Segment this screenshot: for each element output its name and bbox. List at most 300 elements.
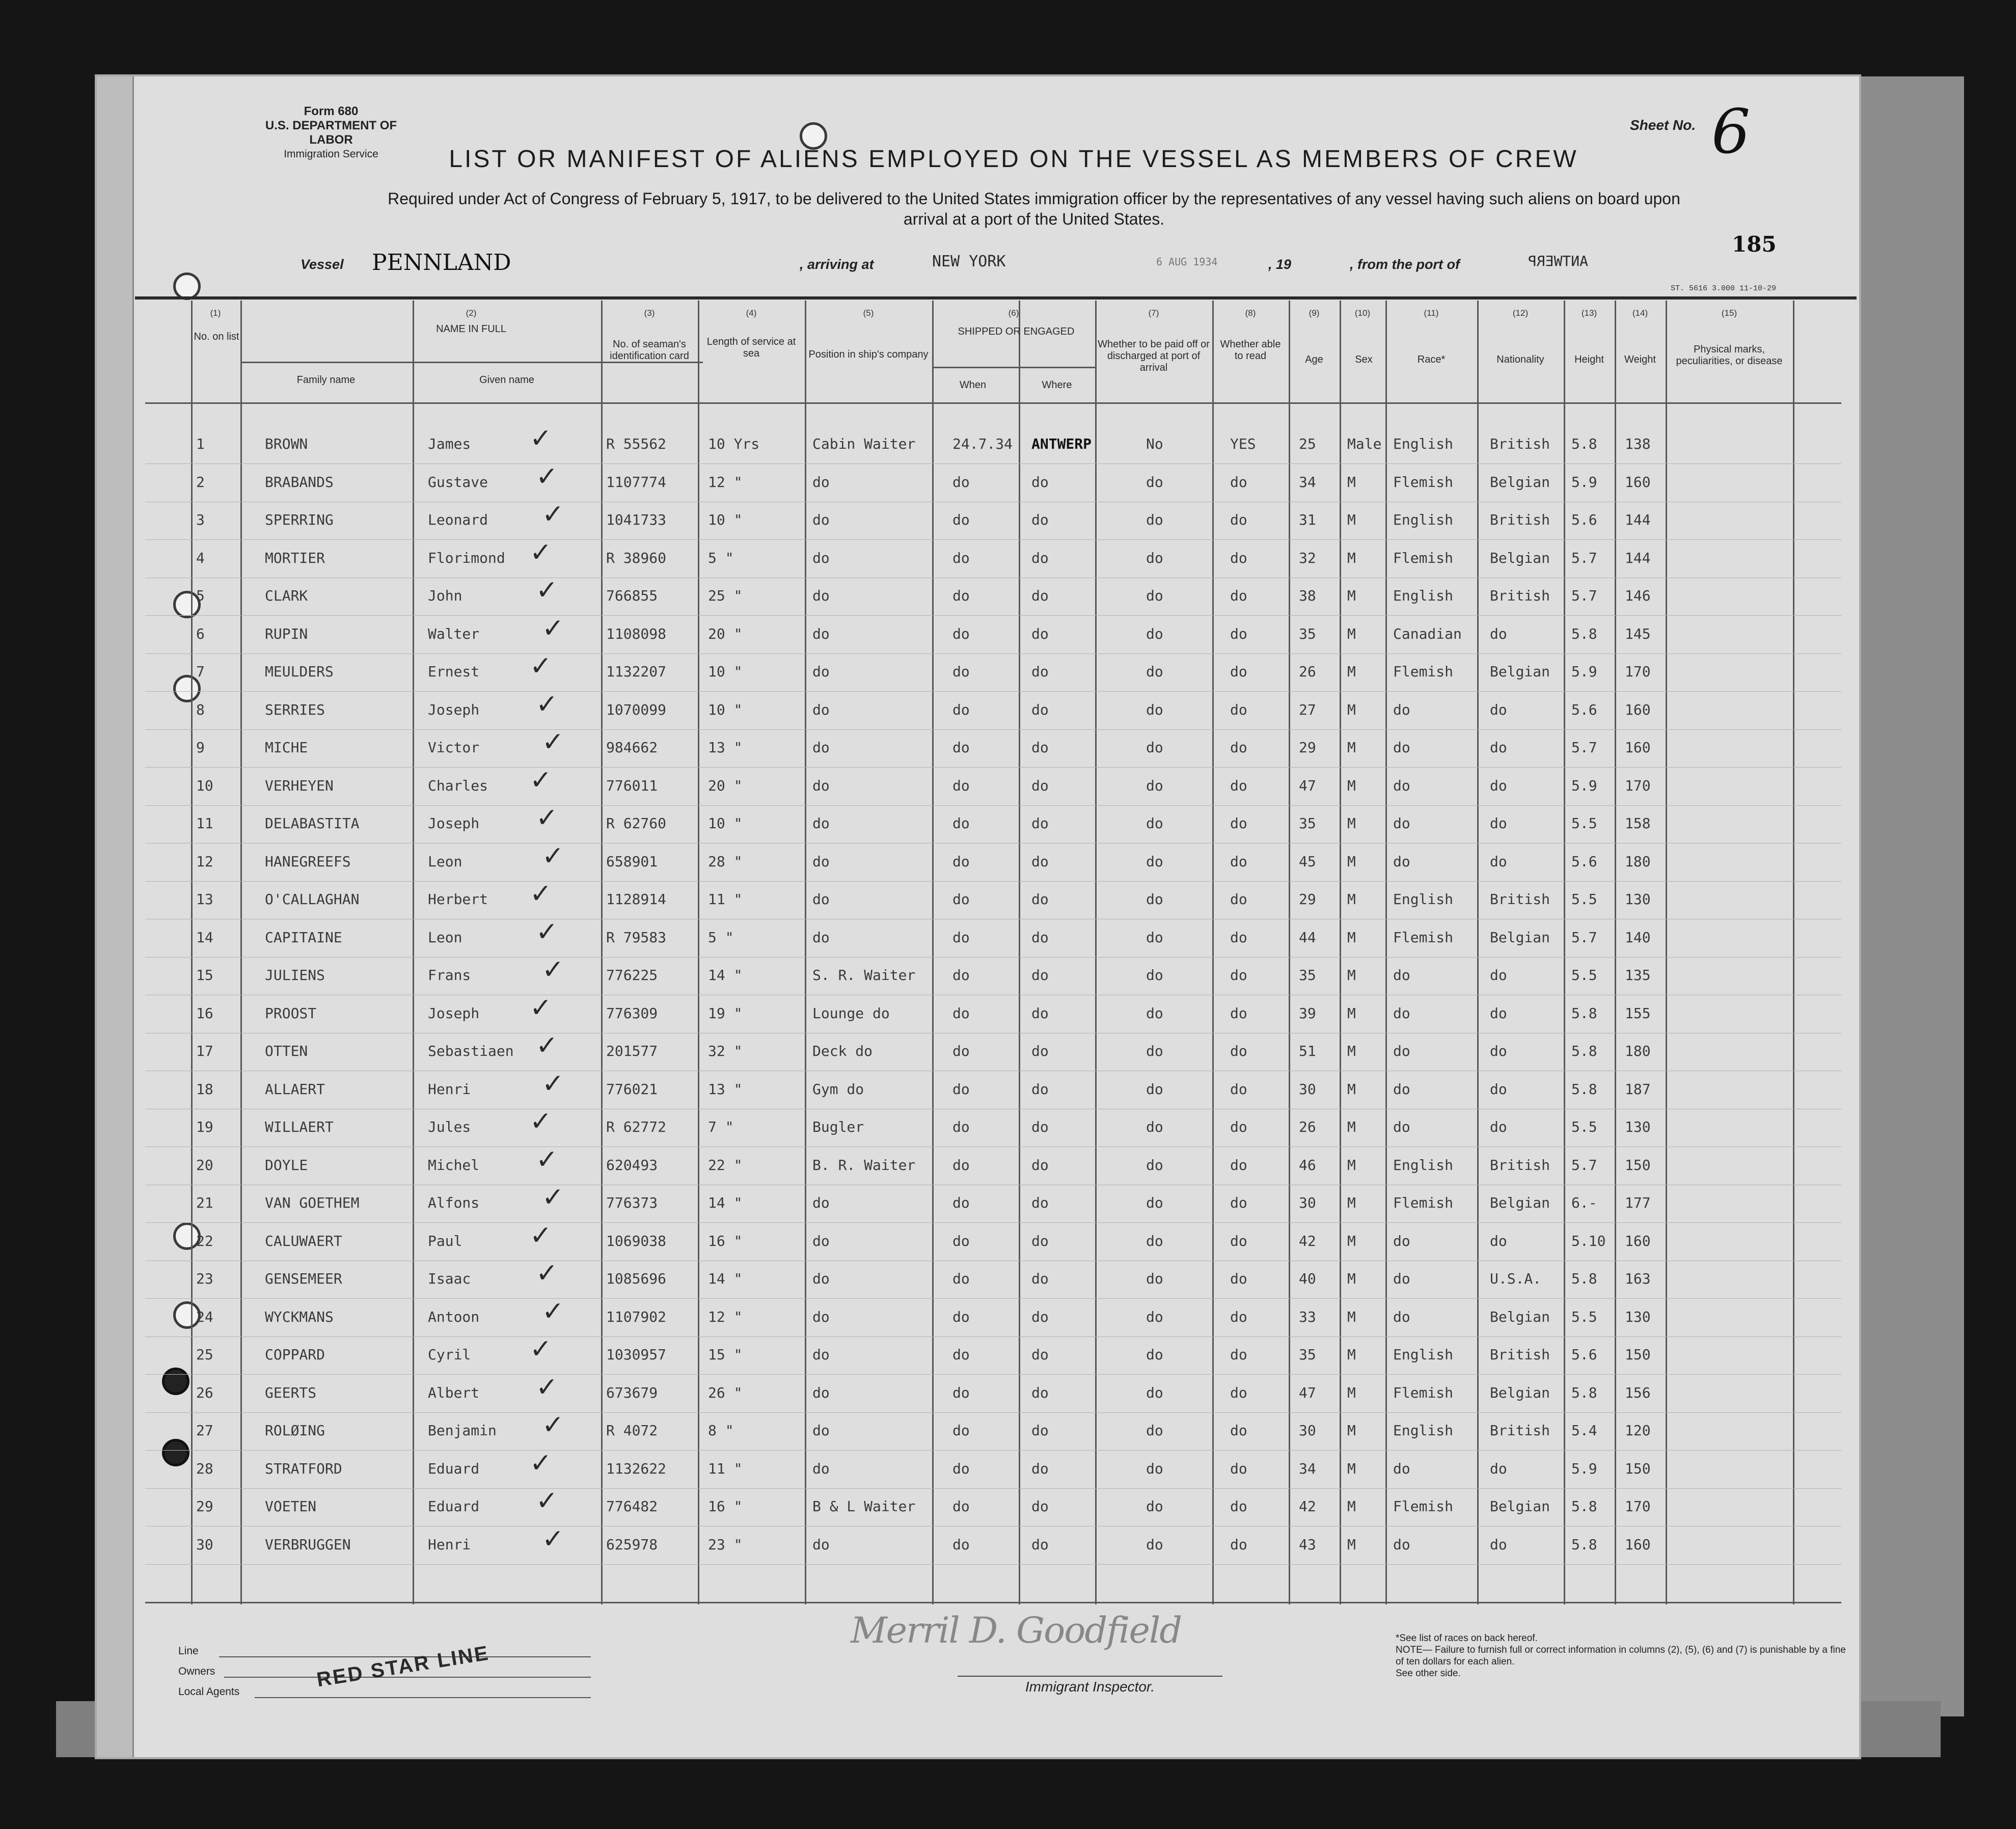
race-cell: do [1393,1460,1410,1477]
service-length-cell: 16 " [708,1498,743,1515]
nationality-cell: do [1490,625,1507,642]
check-mark-icon: ✓ [530,423,552,454]
check-mark-icon: ✓ [536,1144,558,1175]
able-read-cell: do [1230,1422,1247,1439]
family-name-cell: SERRIES [265,701,325,718]
row-number: 26 [196,1384,213,1401]
check-mark-icon: ✓ [530,1448,552,1479]
seaman-card-cell: 776225 [606,967,658,984]
height-cell: 5.5 [1571,967,1597,984]
nationality-cell: Belgian [1490,663,1550,680]
check-mark-icon: ✓ [542,1523,564,1554]
service-length-cell: 10 Yrs [708,435,760,452]
row-number: 5 [196,587,205,604]
paid-off-cell: do [1146,1346,1163,1363]
shipped-where-cell: do [1031,1384,1049,1401]
paid-off-cell: do [1146,739,1163,756]
manifest-title: LIST OR MANIFEST OF ALIENS EMPLOYED ON THE VESSEL AS MEMBERS OF CREW [449,146,1578,173]
shipped-when-cell: do [952,929,970,946]
table-row [145,463,1841,464]
arriving-port: NEW YORK [932,253,1006,270]
nationality-cell: Belgian [1490,1308,1550,1325]
position-cell: do [812,1232,830,1249]
given-name-cell: John [428,587,462,604]
age-cell: 25 [1299,435,1316,452]
height-cell: 5.5 [1571,815,1597,832]
shipped-when-cell: 24.7.34 [952,435,1013,452]
column-rule [1289,301,1290,1604]
shipped-where-cell: do [1031,967,1049,984]
shipped-where-cell: do [1031,891,1049,908]
able-read-cell: do [1230,739,1247,756]
nationality-cell: do [1490,1080,1507,1098]
able-read-cell: do [1230,1080,1247,1098]
nationality-cell: do [1490,739,1507,756]
column-rule [1340,301,1341,1604]
race-cell: English [1393,1422,1454,1439]
nationality-cell: do [1490,777,1507,794]
header-paid-off: Whether to be paid off or discharged at port of arrival [1098,339,1210,373]
shipped-when-cell: do [952,1118,970,1135]
weight-cell: 135 [1625,967,1651,984]
age-cell: 27 [1299,701,1316,718]
age-cell: 34 [1299,473,1316,490]
shipped-when-cell: do [952,815,970,832]
from-port-label: , from the port of [1350,257,1460,272]
service-length-cell: 13 " [708,1080,743,1098]
service-length-cell: 32 " [708,1043,743,1059]
age-cell: 47 [1299,1384,1316,1401]
age-cell: 33 [1299,1308,1316,1325]
shipped-where-cell: do [1031,1346,1049,1363]
column-rule [1212,301,1214,1604]
sex-cell: M [1347,549,1356,566]
column-number: (11) [1424,308,1439,318]
header-rule [932,367,1095,368]
race-cell: English [1393,891,1454,908]
nationality-cell: British [1490,587,1550,604]
paid-off-cell: do [1146,1536,1163,1553]
able-read-cell: do [1230,625,1247,642]
row-number: 29 [196,1498,213,1515]
sheet-label: Sheet No. [1630,117,1696,133]
seaman-card-cell: 1132207 [606,663,667,680]
table-row [145,881,1841,882]
height-cell: 5.5 [1571,1308,1597,1325]
sex-cell: M [1347,511,1356,528]
race-cell: Flemish [1393,1498,1454,1515]
check-mark-icon: ✓ [530,879,552,909]
age-cell: 26 [1299,1118,1316,1135]
position-cell: Bugler [812,1118,864,1135]
position-cell: do [812,1270,830,1287]
check-mark-icon: ✓ [536,1372,558,1403]
binder-hole-icon [173,272,201,300]
paid-off-cell: do [1146,1118,1163,1135]
check-mark-icon: ✓ [530,1106,552,1137]
height-cell: 5.4 [1571,1422,1597,1439]
column-rule [1095,301,1097,1604]
age-cell: 46 [1299,1156,1316,1173]
header-position: Position in ship's company [808,349,929,360]
shipped-where-cell: do [1031,663,1049,680]
shipped-where-cell: do [1031,777,1049,794]
weight-cell: 170 [1625,777,1651,794]
paid-off-cell: do [1146,815,1163,832]
position-cell: do [812,473,830,490]
service-length-cell: 12 " [708,473,743,490]
header-race: Race* [1417,354,1446,365]
subtitle-line-1: Required under Act of Congress of February 5, 1917, to be delivered to the United States immigration officer by the representatives of any vessel having such aliens on board upon [388,189,1680,208]
nationality-cell: British [1490,891,1550,908]
nationality-cell: British [1490,435,1550,452]
row-number: 6 [196,625,205,642]
race-cell: English [1393,511,1454,528]
service-length-cell: 26 " [708,1384,743,1401]
paid-off-cell: do [1146,1498,1163,1515]
sex-cell: M [1347,1080,1356,1098]
race-cell: English [1393,587,1454,604]
given-name-cell: Joseph [428,1004,480,1022]
agents-rule [255,1697,591,1698]
paid-off-cell: do [1146,701,1163,718]
header-age: Age [1305,354,1323,365]
family-name-cell: COPPARD [265,1346,325,1363]
family-name-cell: ALLAERT [265,1080,325,1098]
paid-off-cell: do [1146,1422,1163,1439]
nationality-cell: do [1490,1536,1507,1553]
shipped-when-cell: do [952,1308,970,1325]
row-number: 11 [196,815,213,832]
vessel-line [301,250,1778,280]
nationality-cell: Belgian [1490,1384,1550,1401]
family-name-cell: BROWN [265,435,308,452]
shipped-when-cell: do [952,853,970,870]
height-cell: 5.7 [1571,929,1597,946]
table-row [145,1564,1841,1565]
service-length-cell: 28 " [708,853,743,870]
header-rule [135,296,1857,299]
column-number: (9) [1309,308,1320,318]
height-cell: 5.8 [1571,1004,1597,1022]
shipped-where-cell: do [1031,511,1049,528]
header-rule [145,402,1841,404]
header-when: When [959,379,987,391]
family-name-cell: HANEGREEFS [265,853,351,870]
check-mark-icon: ✓ [536,803,558,833]
check-mark-icon: ✓ [542,954,564,985]
column-rule [1385,301,1387,1604]
height-cell: 5.9 [1571,777,1597,794]
header-sex: Sex [1355,354,1373,365]
column-number: (5) [863,308,874,318]
family-name-cell: CALUWAERT [265,1232,342,1249]
race-cell: Canadian [1393,625,1462,642]
given-name-cell: James [428,435,471,452]
able-read-cell: do [1230,587,1247,604]
owners-label: Owners [178,1666,215,1677]
service-length-cell: 15 " [708,1346,743,1363]
column-rule [1666,301,1667,1604]
sex-cell: M [1347,815,1356,832]
able-read-cell: do [1230,777,1247,794]
table-row [145,1450,1841,1451]
column-number: (12) [1512,308,1529,318]
paid-off-cell: do [1146,1460,1163,1477]
given-name-cell: Joseph [428,815,480,832]
shipped-when-cell: do [952,511,970,528]
sheet-number: 6 [1711,97,1751,168]
height-cell: 5.6 [1571,1346,1597,1363]
height-cell: 5.6 [1571,853,1597,870]
paid-off-cell: do [1146,1194,1163,1211]
header-physical-marks: Physical marks, peculiarities, or disease [1676,344,1783,367]
shipped-where-cell: do [1031,701,1049,718]
paid-off-cell: do [1146,1270,1163,1287]
table-row [145,691,1841,692]
shipped-when-cell: do [952,701,970,718]
row-number: 13 [196,891,213,908]
seaman-card-cell: 776482 [606,1498,658,1515]
race-cell: English [1393,435,1454,452]
seaman-card-cell: 1041733 [606,511,667,528]
check-mark-icon: ✓ [536,461,558,492]
position-cell: S. R. Waiter [812,967,916,984]
sex-cell: M [1347,1536,1356,1553]
given-name-cell: Sebastiaen [428,1043,514,1059]
nationality-cell: do [1490,1118,1507,1135]
race-cell: Flemish [1393,663,1454,680]
given-name-cell: Frans [428,967,471,984]
shipped-where-cell: do [1031,853,1049,870]
position-cell: do [812,929,830,946]
weight-cell: 160 [1625,473,1651,490]
sex-cell: M [1347,1308,1356,1325]
paid-off-cell: do [1146,1004,1163,1022]
check-mark-icon: ✓ [542,1410,564,1440]
service-length-cell: 10 " [708,701,743,718]
weight-cell: 160 [1625,739,1651,756]
height-cell: 5.5 [1571,891,1597,908]
given-name-cell: Charles [428,777,488,794]
given-name-cell: Paul [428,1232,462,1249]
position-cell: do [812,891,830,908]
position-cell: do [812,625,830,642]
able-read-cell: do [1230,1460,1247,1477]
table-row [145,1488,1841,1489]
age-cell: 34 [1299,1460,1316,1477]
department-name: U.S. DEPARTMENT OF LABOR [265,119,397,147]
row-number: 14 [196,929,213,946]
able-read-cell: do [1230,967,1247,984]
table-row [145,539,1841,540]
service-length-cell: 14 " [708,967,743,984]
given-name-cell: Leon [428,929,462,946]
column-number: (6) [1008,308,1019,318]
seaman-card-cell: R 62772 [606,1118,667,1135]
race-cell: Flemish [1393,473,1454,490]
race-cell: Flemish [1393,929,1454,946]
able-read-cell: do [1230,1118,1247,1135]
given-name-cell: Gustave [428,473,488,490]
column-number: (7) [1148,308,1159,318]
able-read-cell: do [1230,1384,1247,1401]
table-row [145,729,1841,730]
weight-cell: 187 [1625,1080,1651,1098]
header-given-name: Given name [479,374,534,386]
row-number: 15 [196,967,213,984]
shipped-when-cell: do [952,1422,970,1439]
sex-cell: M [1347,967,1356,984]
shipped-where-cell: do [1031,473,1049,490]
sex-cell: M [1347,1498,1356,1515]
seaman-card-cell: 1128914 [606,891,667,908]
shipped-where-cell: do [1031,1156,1049,1173]
position-cell: B. R. Waiter [812,1156,916,1173]
header-shipped-engaged: SHIPPED OR ENGAGED [958,326,1075,337]
weight-cell: 180 [1625,1043,1651,1059]
position-cell: do [812,1536,830,1553]
nationality-cell: Belgian [1490,1194,1550,1211]
height-cell: 5.9 [1571,1460,1597,1477]
check-mark-icon: ✓ [536,916,558,947]
age-cell: 51 [1299,1043,1316,1059]
height-cell: 5.10 [1571,1232,1606,1249]
shipped-when-cell: do [952,1194,970,1211]
seaman-card-cell: 776021 [606,1080,658,1098]
family-name-cell: CAPITAINE [265,929,342,946]
check-mark-icon: ✓ [536,1258,558,1289]
weight-cell: 170 [1625,1498,1651,1515]
height-cell: 5.7 [1571,1156,1597,1173]
year-label: , 19 [1268,257,1292,272]
race-cell: do [1393,1080,1410,1098]
height-cell: 5.5 [1571,1118,1597,1135]
service-length-cell: 10 " [708,663,743,680]
given-name-cell: Michel [428,1156,480,1173]
position-cell: do [812,1346,830,1363]
check-mark-icon: ✓ [542,727,564,757]
height-cell: 5.8 [1571,1043,1597,1059]
shipped-where-cell: do [1031,1194,1049,1211]
seaman-card-cell: R 62760 [606,815,667,832]
table-row [145,1412,1841,1413]
shipped-where-cell: do [1031,1498,1049,1515]
row-number: 12 [196,853,213,870]
family-name-cell: RUPIN [265,625,308,642]
table-row [145,1336,1841,1337]
able-read-cell: do [1230,1536,1247,1553]
column-rule [805,301,806,1604]
race-cell: do [1393,739,1410,756]
row-number: 30 [196,1536,213,1553]
race-cell: do [1393,1232,1410,1249]
weight-cell: 150 [1625,1156,1651,1173]
shipped-when-cell: do [952,1498,970,1515]
given-name-cell: Walter [428,625,480,642]
weight-cell: 155 [1625,1004,1651,1022]
seaman-card-cell: R 79583 [606,929,667,946]
shipped-where-cell: do [1031,1536,1049,1553]
seaman-card-cell: 1108098 [606,625,667,642]
shipped-where-cell: do [1031,1460,1049,1477]
weight-cell: 130 [1625,891,1651,908]
seaman-card-cell: 1107774 [606,473,667,490]
height-cell: 5.8 [1571,1080,1597,1098]
sex-cell: M [1347,1232,1356,1249]
race-cell: do [1393,815,1410,832]
height-cell: 5.7 [1571,739,1597,756]
given-name-cell: Alfons [428,1194,480,1211]
row-number: 7 [196,663,205,680]
check-mark-icon: ✓ [530,1220,552,1251]
position-cell: Deck do [812,1043,873,1059]
position-cell: do [812,1422,830,1439]
service-length-cell: 5 " [708,549,734,566]
check-mark-icon: ✓ [536,1030,558,1061]
column-rule [1019,301,1020,1604]
age-cell: 35 [1299,967,1316,984]
shipped-where-cell: do [1031,929,1049,946]
row-number: 21 [196,1194,213,1211]
sex-cell: M [1347,663,1356,680]
shipped-where-cell: do [1031,1422,1049,1439]
height-cell: 5.8 [1571,1384,1597,1401]
height-cell: 5.7 [1571,549,1597,566]
family-name-cell: MICHE [265,739,308,756]
weight-cell: 150 [1625,1460,1651,1477]
family-name-cell: GENSEMEER [265,1270,342,1287]
weight-cell: 158 [1625,815,1651,832]
given-name-cell: Joseph [428,701,480,718]
family-name-cell: VOETEN [265,1498,317,1515]
family-name-cell: VERHEYEN [265,777,334,794]
age-cell: 30 [1299,1194,1316,1211]
service-name: Immigration Service [284,148,378,160]
header-weight: Weight [1624,354,1656,365]
seaman-card-cell: 1107902 [606,1308,667,1325]
shipped-when-cell: do [952,549,970,566]
age-cell: 40 [1299,1270,1316,1287]
service-length-cell: 22 " [708,1156,743,1173]
seaman-card-cell: 658901 [606,853,658,870]
check-mark-icon: ✓ [542,1296,564,1327]
family-name-cell: WYCKMANS [265,1308,334,1325]
footer-note [1396,1632,1854,1679]
paid-off-cell: do [1146,1232,1163,1249]
paid-off-cell: do [1146,549,1163,566]
able-read-cell: do [1230,1308,1247,1325]
table-row [145,653,1841,654]
shipped-where-cell: do [1031,1080,1049,1098]
header-rule [145,1602,1841,1603]
nationality-cell: do [1490,815,1507,832]
column-rule [932,301,934,1604]
able-read-cell: do [1230,891,1247,908]
check-mark-icon: ✓ [542,840,564,871]
nationality-cell: do [1490,1460,1507,1477]
column-number: (13) [1581,308,1597,318]
binder-hole-icon [162,1439,189,1466]
seaman-card-cell: 776309 [606,1004,658,1022]
header-where: Where [1042,379,1072,391]
position-cell: do [812,739,830,756]
able-read-cell: do [1230,1498,1247,1515]
weight-cell: 160 [1625,1232,1651,1249]
given-name-cell: Victor [428,739,480,756]
position-cell: do [812,1460,830,1477]
race-cell: do [1393,967,1410,984]
